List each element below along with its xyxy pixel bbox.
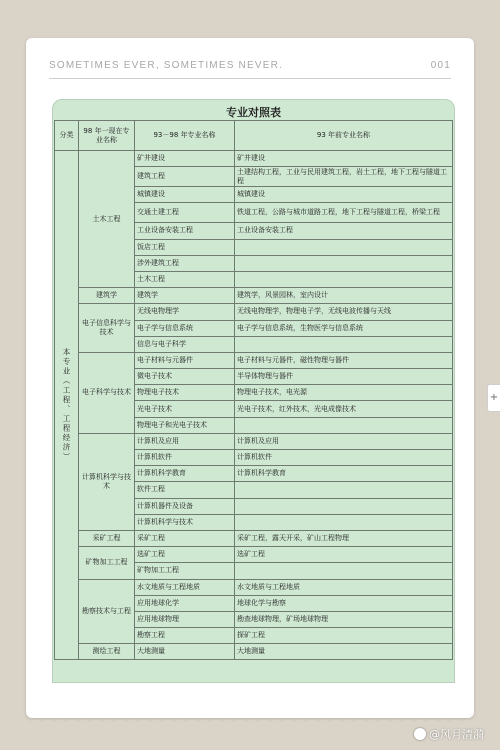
mid-major-cell: 电子材料与元器件 — [135, 352, 235, 368]
watermark — [414, 726, 484, 742]
major-table — [54, 120, 453, 660]
table-row — [55, 433, 453, 449]
old-major-cell — [235, 482, 453, 498]
old-major-cell — [235, 271, 453, 287]
old-major-cell: 地球化学与勘察 — [235, 595, 453, 611]
old-major-cell: 工业设备安装工程 — [235, 223, 453, 239]
mid-major-cell: 计算机软件 — [135, 450, 235, 466]
current-major-cell: 计算机科学与技术 — [79, 433, 135, 530]
column-header: 93 年前专业名称 — [235, 121, 453, 151]
mid-major-cell: 物理电子技术 — [135, 385, 235, 401]
mid-major-cell: 无线电物理学 — [135, 304, 235, 320]
table-row — [55, 547, 453, 563]
old-major-cell: 物理电子技术，电光源 — [235, 385, 453, 401]
old-major-cell — [235, 563, 453, 579]
mid-major-cell: 饭店工程 — [135, 239, 235, 255]
old-major-cell: 探矿工程 — [235, 628, 453, 644]
old-major-cell: 光电子技术，红外技术，光电成像技术 — [235, 401, 453, 417]
old-major-cell: 选矿工程 — [235, 547, 453, 563]
mid-major-cell: 矿井建设 — [135, 151, 235, 167]
old-major-cell: 无线电物理学，物理电子学，无线电波传播与天线 — [235, 304, 453, 320]
old-major-cell — [235, 498, 453, 514]
current-major-cell: 采矿工程 — [79, 530, 135, 546]
mid-major-cell: 建筑工程 — [135, 167, 235, 187]
mid-major-cell: 涉外建筑工程 — [135, 255, 235, 271]
mid-major-cell: 大地测量 — [135, 644, 235, 660]
current-major-cell: 电子信息科学与技术 — [79, 304, 135, 353]
old-major-cell — [235, 417, 453, 433]
mid-major-cell: 计算机科学教育 — [135, 466, 235, 482]
mid-major-cell: 土木工程 — [135, 271, 235, 287]
old-major-cell: 水文地质与工程地质 — [235, 579, 453, 595]
old-major-cell — [235, 239, 453, 255]
header-tagline: SOMETIMES EVER, SOMETIMES NEVER. — [49, 60, 283, 71]
current-major-cell: 土木工程 — [79, 151, 135, 288]
table-header-row — [55, 121, 453, 151]
mid-major-cell: 计算机器件及设备 — [135, 498, 235, 514]
table-row — [55, 304, 453, 320]
old-major-cell: 电子学与信息系统，生物医学与信息系统 — [235, 320, 453, 336]
old-major-cell: 电子材料与元器件，磁性物理与器件 — [235, 352, 453, 368]
mid-major-cell: 物理电子和光电子技术 — [135, 417, 235, 433]
old-major-cell — [235, 255, 453, 271]
mid-major-cell: 微电子技术 — [135, 369, 235, 385]
column-header: 93－98 年专业名称 — [135, 121, 235, 151]
mid-major-cell: 选矿工程 — [135, 547, 235, 563]
header-divider — [49, 78, 451, 79]
mid-major-cell: 软件工程 — [135, 482, 235, 498]
mid-major-cell: 电子学与信息系统 — [135, 320, 235, 336]
current-major-cell: 勘察技术与工程 — [79, 579, 135, 644]
mid-major-cell: 矿物加工工程 — [135, 563, 235, 579]
mid-major-cell: 城镇建设 — [135, 187, 235, 203]
current-major-cell: 矿物加工工程 — [79, 547, 135, 579]
current-major-cell: 测绘工程 — [79, 644, 135, 660]
old-major-cell — [235, 336, 453, 352]
old-major-cell: 矿井建设 — [235, 151, 453, 167]
old-major-cell: 计算机及应用 — [235, 433, 453, 449]
mid-major-cell: 建筑学 — [135, 288, 235, 304]
mid-major-cell: 计算机及应用 — [135, 433, 235, 449]
mid-major-cell: 水文地质与工程地质 — [135, 579, 235, 595]
old-major-cell: 土建结构工程，工业与民用建筑工程，岩土工程，地下工程与隧道工程 — [235, 167, 453, 187]
mid-major-cell: 信息与电子科学 — [135, 336, 235, 352]
old-major-cell: 计算机科学教育 — [235, 466, 453, 482]
table-row — [55, 530, 453, 546]
watermark-logo-icon — [414, 728, 426, 740]
page-number: 001 — [430, 60, 451, 71]
mid-major-cell: 光电子技术 — [135, 401, 235, 417]
table-row — [55, 644, 453, 660]
column-header: 98 年一现在专业名称 — [79, 121, 135, 151]
side-arrow-button[interactable]: + — [487, 384, 500, 412]
current-major-cell: 建筑学 — [79, 288, 135, 304]
mid-major-cell: 应用地球物理 — [135, 611, 235, 627]
table-row — [55, 151, 453, 167]
old-major-cell: 勘查地球物理，矿场地球物理 — [235, 611, 453, 627]
category-label: 本专业（工程、工程经济） — [62, 348, 71, 463]
watermark-text: @风月清漪 — [429, 728, 484, 741]
old-major-cell: 采矿工程，露天开采，矿山工程物理 — [235, 530, 453, 546]
category-cell — [55, 151, 79, 660]
column-header: 分类 — [55, 121, 79, 151]
mid-major-cell: 应用地球化学 — [135, 595, 235, 611]
old-major-cell — [235, 514, 453, 530]
old-major-cell: 城镇建设 — [235, 187, 453, 203]
current-major-cell: 电子科学与技术 — [79, 352, 135, 433]
mid-major-cell: 工业设备安装工程 — [135, 223, 235, 239]
card-header — [49, 60, 451, 76]
mid-major-cell: 计算机科学与技术 — [135, 514, 235, 530]
stamp-perforation-bottom — [26, 713, 474, 725]
mid-major-cell: 采矿工程 — [135, 530, 235, 546]
table-row — [55, 579, 453, 595]
table-row — [55, 352, 453, 368]
old-major-cell: 建筑学，风景园林，室内设计 — [235, 288, 453, 304]
document-photo — [52, 99, 455, 683]
old-major-cell: 计算机软件 — [235, 450, 453, 466]
document-title: 专业对照表 — [226, 106, 281, 119]
mid-major-cell: 交通土建工程 — [135, 203, 235, 223]
old-major-cell: 大地测量 — [235, 644, 453, 660]
old-major-cell: 半导体物理与器件 — [235, 369, 453, 385]
old-major-cell: 铁道工程，公路与城市道路工程，地下工程与隧道工程，桥梁工程 — [235, 203, 453, 223]
table-row — [55, 288, 453, 304]
mid-major-cell: 勘察工程 — [135, 628, 235, 644]
